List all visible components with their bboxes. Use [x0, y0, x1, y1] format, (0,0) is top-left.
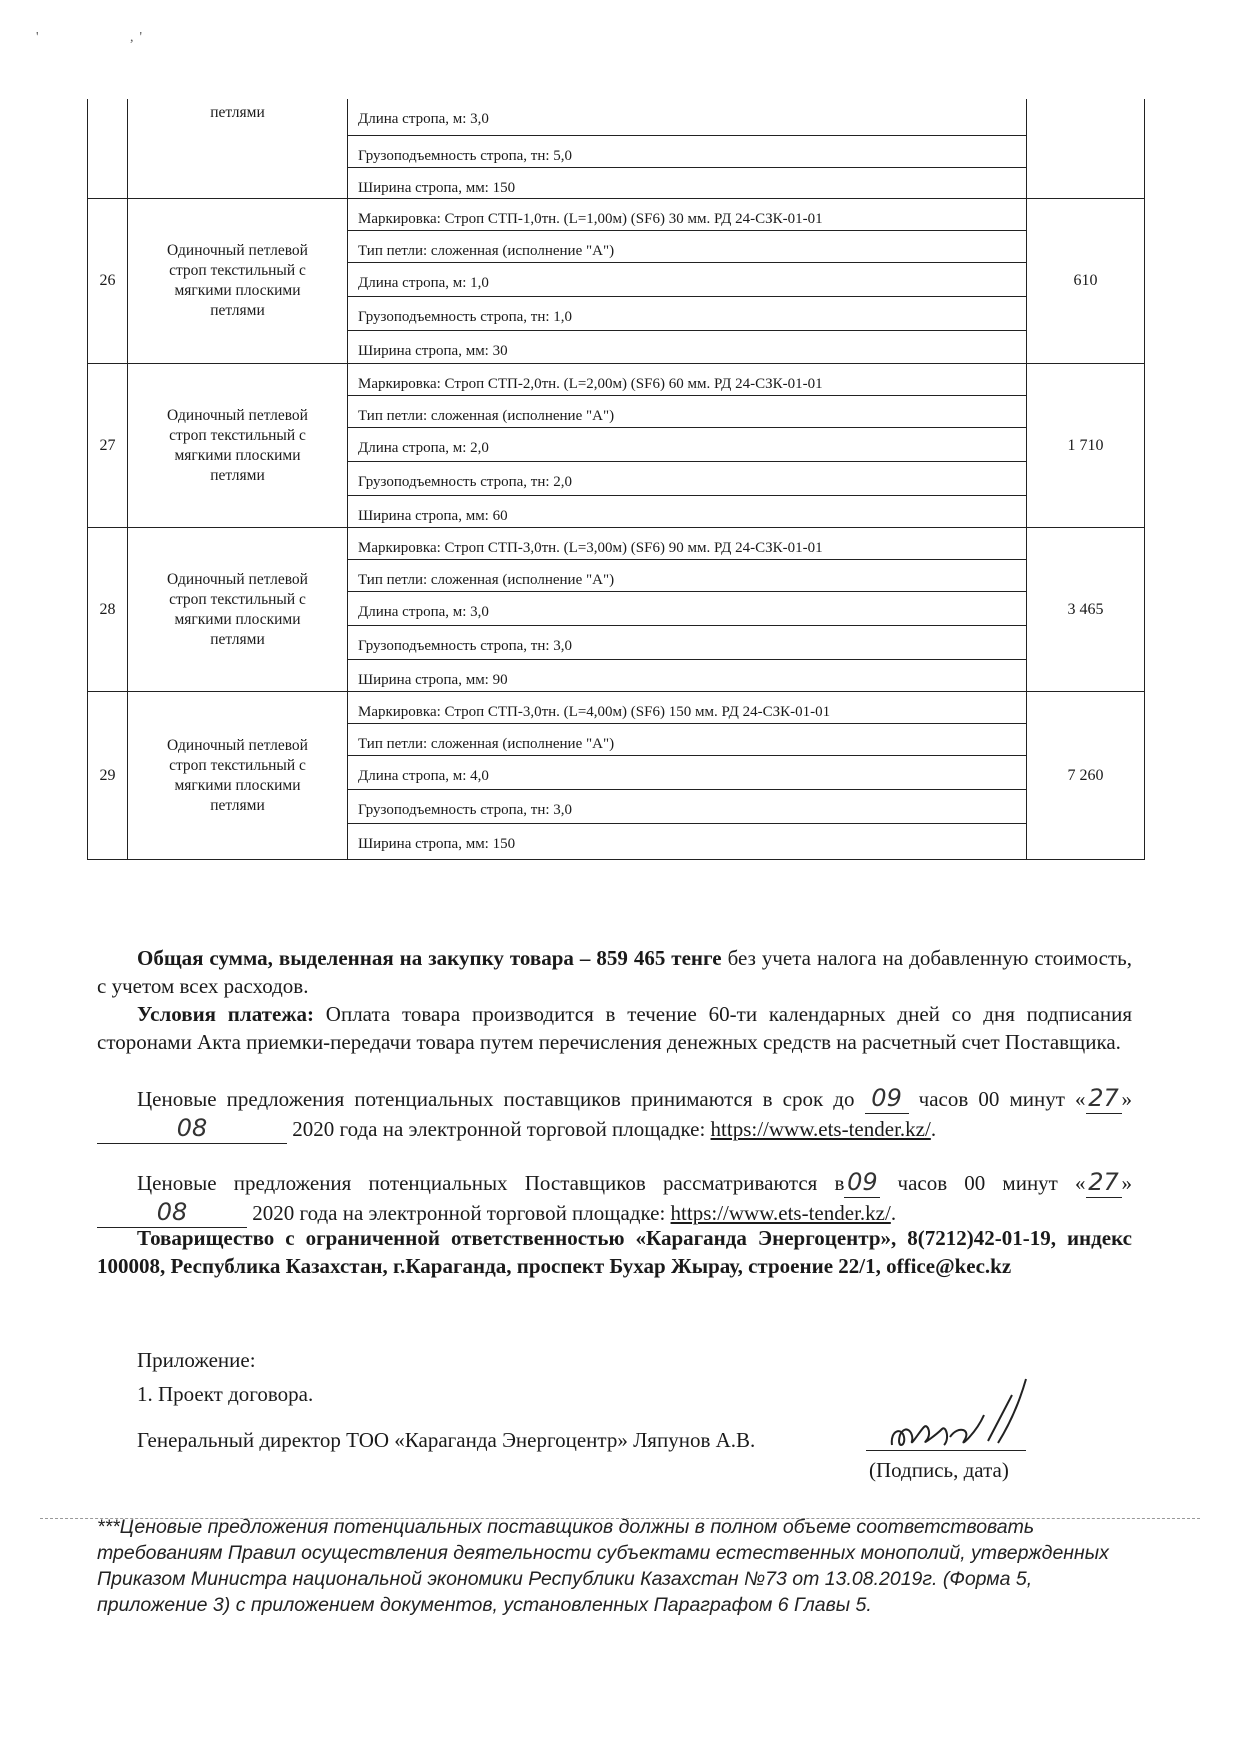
spec-line: Грузоподъемность стропа, тн: 2,0	[348, 462, 1026, 496]
spec-line: Тип петли: сложенная (исполнение "А")	[348, 231, 1026, 263]
spec-line: Ширина стропа, мм: 90	[358, 672, 508, 688]
total-rest: без учета налога на добавленную стоимость, с учетом всех расходов.	[97, 946, 1132, 998]
item-name: Одиночный петлевой строп текстильный с мягкими плоскими петлями	[128, 692, 348, 860]
accept-hour: 09	[871, 1084, 902, 1112]
company-details	[97, 1224, 1132, 1280]
item-quantity: 1 710	[1067, 436, 1104, 454]
table-row	[88, 99, 1144, 198]
review-day-field	[1086, 1168, 1122, 1198]
spec-line: Маркировка: Строп СТП-1,0тн. (L=1,00м) (SF6) 30 мм. РД 24-СЗК-01-01	[348, 199, 1026, 231]
spec-line: Грузоподъемность стропа, тн: 5,0	[348, 136, 1026, 168]
spec-line: Ширина стропа, мм: 150	[358, 180, 516, 196]
item-name: Одиночный петлевой строп текстильный с мягкими плоскими петлями	[128, 199, 348, 363]
table-row	[88, 527, 1144, 691]
review-text: часов 00 минут «	[897, 1171, 1086, 1195]
item-specs	[348, 199, 1027, 363]
accept-day-field	[1086, 1084, 1122, 1114]
table-row	[88, 363, 1144, 527]
spec-line: Маркировка: Строп СТП-3,0тн. (L=3,00м) (SF6) 90 мм. РД 24-СЗК-01-01	[348, 528, 1026, 560]
acceptance-paragraph	[97, 1084, 1132, 1144]
spec-line: Тип петли: сложенная (исполнение "А")	[348, 724, 1026, 756]
accept-text: .	[930, 1117, 937, 1141]
row-number	[88, 99, 128, 198]
spec-line: Грузоподъемность стропа, тн: 1,0	[348, 297, 1026, 331]
accept-text: »	[1121, 1087, 1133, 1111]
item-quantity: 3 465	[1067, 600, 1104, 618]
review-paragraph	[97, 1168, 1132, 1228]
table-row	[88, 198, 1144, 363]
scan-specks: ' ,'	[36, 30, 149, 45]
payment-label: Условия платежа:	[137, 1002, 315, 1026]
item-name: Одиночный петлевой строп текстильный с мягкими плоскими петлями	[128, 364, 348, 527]
spec-line: Длина стропа, м: 2,0	[348, 428, 1026, 462]
handwritten-signature	[880, 1375, 1060, 1465]
payment-paragraph	[97, 1000, 1132, 1056]
row-number: 29	[88, 692, 128, 860]
review-month: 08	[156, 1198, 188, 1226]
footnote: ***Ценовые предложения потенциальных поставщиков должны в полном объеме соответствовать требованиям Правил осуществления деятельности субъектами естественных монополий, утвержденных Приказом Министра национальной экономики Республики Казахстан №73 от 13.08.2019г. (Форма 5, приложение 3) с приложением документов, установленных Параграфом 6 Главы 5.	[97, 1516, 1109, 1616]
row-number: 27	[88, 364, 128, 527]
goods-table	[87, 99, 1145, 860]
review-hour-field	[844, 1168, 880, 1198]
total-amount: Общая сумма, выделенная на закупку товара – 859 465 тенге	[137, 946, 722, 970]
accept-text: часов 00 минут «	[918, 1087, 1086, 1111]
item-specs	[348, 528, 1027, 691]
payment-terms: Оплата товара производится в течение 60-ти календарных дней со дня подписания сторонами Акта приемки-передачи товара путем перечисления денежных средств на расчетный счет Поставщика.	[97, 1002, 1132, 1054]
accept-hour-field	[865, 1084, 909, 1114]
row-number: 26	[88, 199, 128, 363]
spec-line: Тип петли: сложенная (исполнение "А")	[348, 396, 1026, 428]
attachment-label: Приложение:	[137, 1348, 256, 1372]
spec-line: Грузоподъемность стропа, тн: 3,0	[348, 626, 1026, 660]
review-hour: 09	[847, 1168, 878, 1196]
attachment-item: 1. Проект договора.	[137, 1382, 314, 1406]
total-paragraph	[97, 944, 1132, 1000]
spec-line: Маркировка: Строп СТП-2,0тн. (L=2,00м) (SF6) 60 мм. РД 24-СЗК-01-01	[348, 364, 1026, 396]
review-text: »	[1121, 1171, 1132, 1195]
spec-line: Длина стропа, м: 4,0	[348, 756, 1026, 790]
spec-line: Грузоподъемность стропа, тн: 3,0	[348, 790, 1026, 824]
row-number: 28	[88, 528, 128, 691]
item-specs	[348, 692, 1027, 860]
review-text: Ценовые предложения потенциальных Поставщиков рассматриваются в	[137, 1171, 845, 1195]
spec-line: Длина стропа, м: 3,0	[348, 99, 1026, 136]
company-text: Товарищество с ограниченной ответственностью «Караганда Энергоцентр», 8(7212)42-01-19, индекс 100008, Республика Казахстан, г.Караганда, проспект Бухар Жырау, строение 22/1, office@kec.kz	[97, 1226, 1132, 1278]
ets-tender-link[interactable]: https://www.ets-tender.kz/	[670, 1201, 891, 1225]
spec-line: Маркировка: Строп СТП-3,0тн. (L=4,00м) (SF6) 150 мм. РД 24-СЗК-01-01	[348, 692, 1026, 724]
accept-text: 2020 года на электронной торговой площадке:	[292, 1117, 706, 1141]
item-quantity	[1027, 99, 1144, 198]
review-text: .	[890, 1201, 897, 1225]
accept-month-field	[97, 1114, 287, 1144]
spec-line: Тип петли: сложенная (исполнение "А")	[348, 560, 1026, 592]
signature-caption: (Подпись, дата)	[869, 1458, 1009, 1482]
spec-line: Длина стропа, м: 1,0	[348, 263, 1026, 297]
table-row	[88, 691, 1144, 860]
signatory: Генеральный директор ТОО «Караганда Энергоцентр» Ляпунов А.В.	[137, 1428, 756, 1452]
review-day: 27	[1088, 1168, 1119, 1196]
spec-line: Ширина стропа, мм: 60	[358, 508, 508, 524]
spec-line: Длина стропа, м: 3,0	[348, 592, 1026, 626]
item-quantity: 610	[1073, 272, 1098, 289]
item-specs	[348, 99, 1027, 198]
item-name: Одиночный петлевой строп текстильный с мягкими плоскими петлями	[128, 528, 348, 691]
spec-line: Ширина стропа, мм: 30	[358, 343, 508, 359]
review-text: 2020 года на электронной торговой площадке:	[252, 1201, 666, 1225]
accept-month: 08	[176, 1114, 208, 1142]
ets-tender-link[interactable]: https://www.ets-tender.kz/	[710, 1117, 931, 1141]
accept-day: 27	[1088, 1084, 1119, 1112]
spec-line: Ширина стропа, мм: 150	[358, 836, 516, 852]
item-name: петлями	[128, 99, 348, 198]
item-specs	[348, 364, 1027, 527]
item-quantity: 7 260	[1067, 767, 1104, 784]
accept-text: Ценовые предложения потенциальных поставщиков принимаются в срок до	[137, 1087, 855, 1111]
